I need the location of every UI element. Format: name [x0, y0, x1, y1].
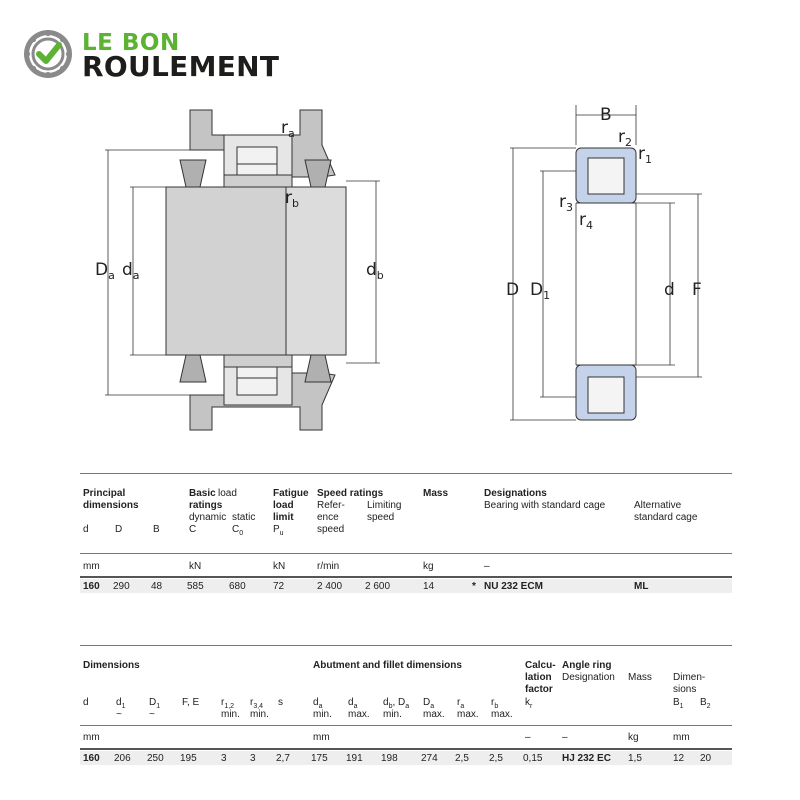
t2-r-s: 2,7 [276, 753, 290, 764]
t1-h-D: D [115, 524, 123, 535]
t2-h-d1: $d_1$ [116, 697, 126, 710]
t1-r-D: 290 [113, 581, 130, 592]
t1-h-alternative: Alternative [634, 500, 682, 511]
t2-r-FE: 195 [180, 753, 197, 764]
bearing-drawing [0, 95, 800, 440]
t1-u-rmin: r/min [317, 561, 340, 572]
bearing-logo-icon [22, 28, 74, 80]
t2-h-max-d: max. [491, 709, 513, 720]
t2-u-mm2: mm [313, 732, 330, 743]
t2-r-Da-max: 274 [421, 753, 438, 764]
t2-r-r12: 3 [221, 753, 227, 764]
t1-r-mass: 14 [423, 581, 435, 592]
t2-h-r34: $r_{3,4}$ [250, 697, 264, 710]
t1-h-speed2: speed [367, 512, 395, 523]
t1-h-C: C [189, 524, 197, 535]
t2-h-Da: $D_a$ [423, 697, 435, 710]
t2-h-min-a: min. [313, 709, 332, 720]
t2-r-r34: 3 [250, 753, 256, 764]
t2-h-calcu: Calcu- [525, 660, 556, 671]
t1-h-speed: speed [317, 524, 345, 535]
label-d: d [664, 280, 675, 300]
table1-row-rule [80, 576, 732, 578]
t1-h-C0: $C_0$ [232, 524, 244, 537]
t1-u-kg: kg [423, 561, 434, 572]
t2-h-d: d [83, 697, 89, 708]
label-Da: $D_a$ [95, 260, 115, 282]
t2-r-angle-ring[interactable]: HJ 232 EC [562, 753, 611, 764]
t2-h-max-b: max. [423, 709, 445, 720]
t2-h-D1: $D_1$ [149, 697, 161, 710]
t2-u-dash1: – [525, 732, 531, 743]
t2-r-d1: 206 [114, 753, 131, 764]
t2-r-mass: 1,5 [628, 753, 642, 764]
t2-h-lation: lation [525, 672, 552, 683]
t2-r-B2: 20 [700, 753, 712, 764]
t2-u-dash2: – [562, 732, 568, 743]
t1-u-kN1: kN [189, 561, 202, 572]
t2-h-da2: $d_a$ [348, 697, 358, 710]
mounting-drawing [105, 110, 380, 430]
t2-h-ra: $r_a$ [457, 697, 465, 710]
t2-h-designation: Designation [562, 672, 615, 683]
t1-u-dash: – [484, 561, 490, 572]
t1-r-C: 585 [187, 581, 204, 592]
t1-h-principal: Principal [83, 488, 126, 499]
t2-h-dimen: Dimen- [673, 672, 706, 683]
t2-u-mm1: mm [83, 732, 100, 743]
label-r1: $r_1$ [638, 144, 652, 166]
t1-h-ence: ence [317, 512, 339, 523]
t2-h-dbDa: $d_b$, $D_a$ [383, 697, 410, 710]
t1-h-load2: load [273, 500, 294, 511]
label-D: D [506, 280, 520, 300]
t2-h-B1: $B_1$ [673, 697, 684, 710]
table2-mid-rule [80, 725, 732, 726]
t2-h-mass: Mass [628, 672, 652, 683]
t2-h-tilde1: ~ [116, 709, 122, 720]
t1-h-load: load [218, 488, 237, 499]
t1-r-star: * [472, 581, 476, 592]
logo-line1: LE BON [82, 30, 180, 56]
table1-top-rule [80, 473, 732, 474]
t1-r-C0: 680 [229, 581, 246, 592]
t2-h-FE: F, E [182, 697, 200, 708]
t2-h-factor: factor [525, 684, 553, 695]
t2-h-max-c: max. [457, 709, 479, 720]
label-r3: $r_3$ [559, 192, 573, 214]
t2-h-dimensions: Dimensions [83, 660, 140, 671]
t2-h-max-a: max. [348, 709, 370, 720]
t1-h-ratings: ratings [189, 500, 223, 511]
t1-r-ref-speed: 2 400 [317, 581, 343, 592]
t2-h-abutment: Abutment and fillet dimensions [313, 660, 462, 671]
t2-r-d: 160 [83, 753, 100, 764]
label-F: F [692, 280, 702, 300]
t1-h-Pu: $P_u$ [273, 524, 284, 537]
label-r2: $r_2$ [618, 127, 632, 149]
logo-line2: ROULEMENT [82, 50, 280, 83]
t2-u-kg: kg [628, 732, 639, 743]
table1-mid-rule [80, 553, 732, 554]
t1-h-limiting: Limiting [367, 500, 402, 511]
t1-h-fatigue: Fatigue [273, 488, 309, 499]
t2-h-rb: $r_b$ [491, 697, 499, 710]
label-db: $d_b$ [366, 260, 384, 282]
t1-r-B: 48 [151, 581, 163, 592]
t2-r-db-min: 198 [381, 753, 398, 764]
t1-h-std-cage: standard cage [634, 512, 698, 523]
label-B: B [600, 105, 612, 125]
t2-r-da-max: 191 [346, 753, 363, 764]
label-ra: $r_a$ [281, 118, 295, 140]
t1-h-dimensions: dimensions [83, 500, 139, 511]
logo [22, 26, 302, 86]
cross-section-drawing [510, 105, 702, 420]
t2-h-s: s [278, 697, 283, 708]
t1-h-mass: Mass [423, 488, 449, 499]
t2-h-angle-ring: Angle ring [562, 660, 612, 671]
t2-h-min-b: min. [383, 709, 402, 720]
t1-h-limit: limit [273, 512, 294, 523]
t1-r-alt-cage: ML [634, 581, 649, 592]
t2-h-tilde2: ~ [149, 709, 155, 720]
t1-h-bearing-std: Bearing with standard cage [484, 500, 606, 511]
t1-u-kN2: kN [273, 561, 286, 572]
t1-h-designations: Designations [484, 488, 547, 499]
t2-r-rb-max: 2,5 [489, 753, 503, 764]
label-da: $d_a$ [122, 260, 140, 282]
t1-h-refer: Refer- [317, 500, 345, 511]
t2-r-D1: 250 [147, 753, 164, 764]
t2-r-da-min: 175 [311, 753, 328, 764]
t2-h-min2: min. [250, 709, 269, 720]
t2-r-ra-max: 2,5 [455, 753, 469, 764]
t1-h-static: static [232, 512, 256, 523]
label-rb: $r_b$ [285, 188, 299, 210]
t2-h-r12: $r_{1,2}$ [221, 697, 235, 710]
t2-h-min1: min. [221, 709, 240, 720]
t2-h-da: $d_a$ [313, 697, 323, 710]
t2-u-mm3: mm [673, 732, 690, 743]
table2-row-rule [80, 748, 732, 750]
t2-h-B2: $B_2$ [700, 697, 711, 710]
t1-r-Pu: 72 [273, 581, 285, 592]
t1-h-basic: Basic [189, 488, 216, 499]
t1-r-designation[interactable]: NU 232 ECM [484, 581, 543, 592]
t2-r-kr: 0,15 [523, 753, 543, 764]
t1-h-B: B [153, 524, 160, 535]
t1-r-d: 160 [83, 581, 100, 592]
t2-r-B1: 12 [673, 753, 685, 764]
t2-h-kr: $k_r$ [525, 697, 533, 710]
t1-h-speed-ratings: Speed ratings [317, 488, 384, 499]
t2-h-sions: sions [673, 684, 697, 695]
t1-h-dynamic: dynamic [189, 512, 227, 523]
t1-u-mm: mm [83, 561, 100, 572]
table2-top-rule [80, 645, 732, 646]
label-r4: $r_4$ [579, 210, 593, 232]
t1-r-lim-speed: 2 600 [365, 581, 391, 592]
t1-h-d: d [83, 524, 89, 535]
label-D1: $D_1$ [530, 280, 551, 302]
